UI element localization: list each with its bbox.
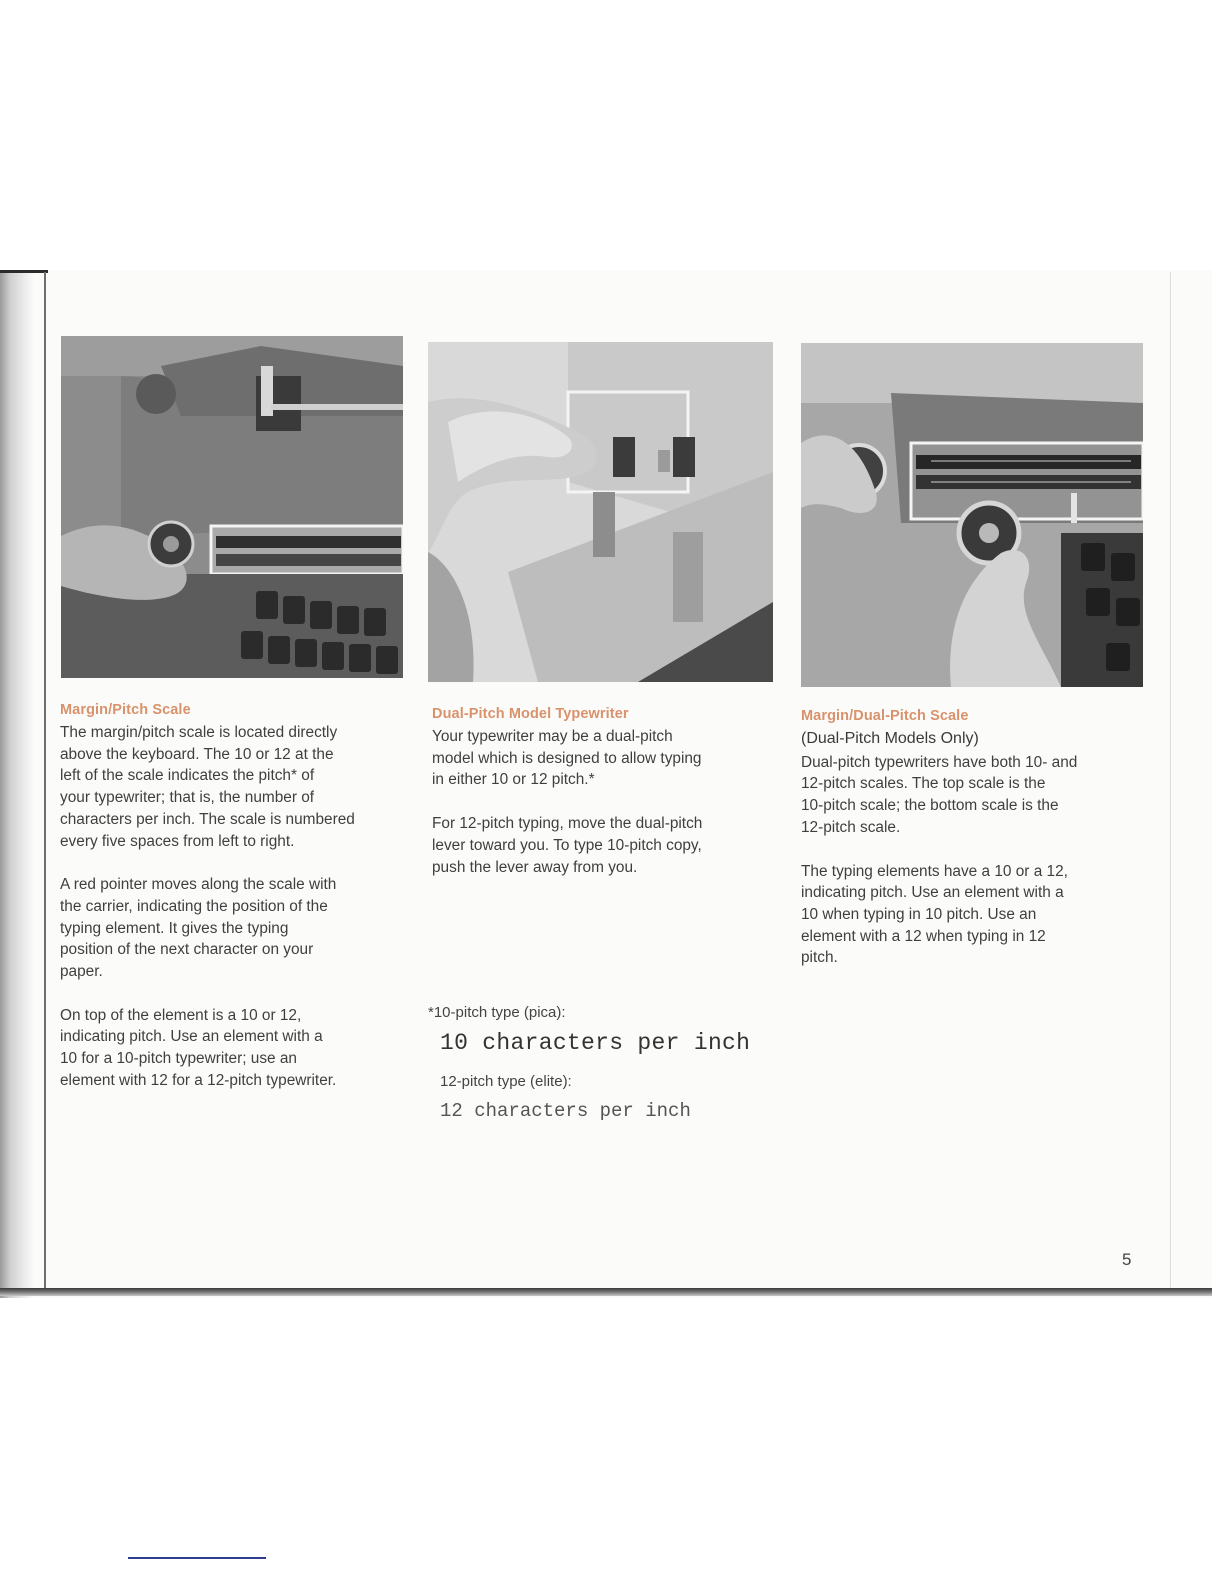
section-heading: Margin/Dual-Pitch Scale	[801, 708, 969, 724]
footnote-pica-sample: 10 characters per inch	[440, 1030, 751, 1056]
section-margin-dual-pitch-scale	[801, 708, 1121, 969]
page-edge-right	[1170, 272, 1171, 1288]
photo-margin-dual-pitch-scale	[801, 343, 1143, 687]
section-heading: Margin/Pitch Scale	[60, 702, 191, 718]
section-paragraph: A red pointer moves along the scale with the carrier, indicating the position of the typing element. It gives the typing position of the next character on your paper.	[60, 876, 337, 981]
footnote-elite-sample: 12 characters per inch	[440, 1100, 691, 1122]
footnote-elite-label: 12-pitch type (elite):	[440, 1073, 572, 1090]
section-paragraph: The margin/pitch scale is located directly above the keyboard. The 10 or 12 at the left of the scale indicates the pitch* of your typewriter; that is, the number of characters per inch. The scale is numbered every five spaces from left to right.	[60, 724, 355, 850]
section-dual-pitch-model	[432, 706, 772, 878]
footnote-pica-label: *10-pitch type (pica):	[428, 1004, 566, 1021]
page-edge-top	[0, 270, 48, 273]
photo-dual-pitch-lever	[428, 342, 773, 682]
page-number: 5	[1122, 1250, 1132, 1269]
footer-rule	[128, 1557, 266, 1559]
section-heading: Dual-Pitch Model Typewriter	[432, 706, 629, 722]
section-subheading: (Dual-Pitch Models Only)	[801, 730, 979, 747]
photo-margin-pitch-scale	[61, 336, 403, 678]
section-paragraph: Dual-pitch typewriters have both 10- and 12-pitch scales. The top scale is the 10-pitch scale; the bottom scale is the 12-pitch scale.	[801, 753, 1078, 836]
section-paragraph: Your typewriter may be a dual-pitch model which is designed to allow typing in either 10 or 12 pitch.*	[432, 728, 702, 789]
section-paragraph: The typing elements have a 10 or a 12, indicating pitch. Use an element with a 10 when typing in 10 pitch. Use an element with a 12 when typing in 12 pitch.	[801, 862, 1068, 967]
page-edge-bottom	[0, 1288, 1212, 1296]
page-edge-left	[44, 272, 46, 1290]
book-binding-shadow	[0, 270, 34, 1298]
section-paragraph: On top of the element is a 10 or 12, indicating pitch. Use an element with a 10 for a 10-pitch typewriter; use an element with 12 for a 12-pitch typewriter.	[60, 1006, 337, 1089]
section-paragraph: For 12-pitch typing, move the dual-pitch lever toward you. To type 10-pitch copy, push the lever away from you.	[432, 815, 703, 876]
section-margin-pitch-scale	[60, 702, 405, 1092]
